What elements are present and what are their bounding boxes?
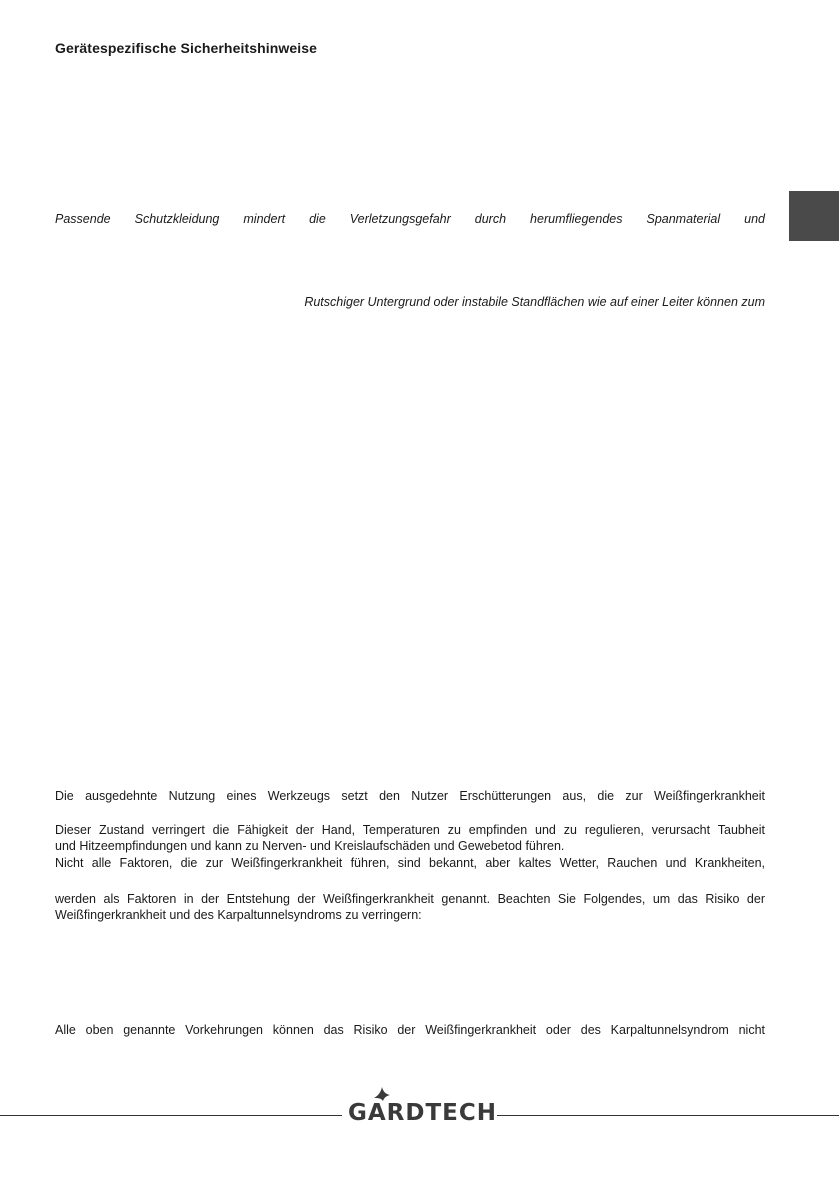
text-line-condition-2: und Hitzeempfindungen und kann zu Nerven- und Kreislaufschäden und Gewebetod führen. bbox=[55, 839, 565, 853]
text-line-protective-clothing: Passende Schutzkleidung mindert die Verletzungsgefahr durch herumfliegendes Spanmaterial und bbox=[55, 212, 765, 226]
footer-rule-right bbox=[497, 1115, 839, 1116]
text-line-factors-1: Nicht alle Faktoren, die zur Weißfingerkrankheit führen, sind bekannt, aber kaltes Wetter, Rauchen und Krankheiten, bbox=[55, 856, 765, 870]
text-line-factors-2: werden als Faktoren in der Entstehung der Weißfingerkrankheit genannt. Beachten Sie Folgendes, um das Risiko der bbox=[55, 892, 765, 906]
text-line-factors-3: Weißfingerkrankheit und des Karpaltunnelsyndroms zu verringern: bbox=[55, 908, 422, 922]
text-line-condition-1: Dieser Zustand verringert die Fähigkeit der Hand, Temperaturen zu empfinden und zu regulieren, verursacht Taubheit bbox=[55, 823, 765, 837]
page-heading: Gerätespezifische Sicherheitshinweise bbox=[55, 40, 318, 56]
footer-rule-left bbox=[0, 1115, 342, 1116]
text-line-vibration: Die ausgedehnte Nutzung eines Werkzeugs setzt den Nutzer Erschütterungen aus, die zur Weißfingerkrankheit bbox=[55, 789, 765, 803]
text-line-precautions: Alle oben genannte Vorkehrungen können das Risiko der Weißfingerkrankheit oder des Karpaltunnelsyndrom nicht bbox=[55, 1023, 765, 1037]
text-line-slippery-ground: Rutschiger Untergrund oder instabile Standflächen wie auf einer Leiter können zum bbox=[304, 295, 765, 309]
chapter-tab-marker bbox=[789, 191, 839, 241]
gardtech-logo bbox=[348, 1086, 498, 1130]
logo-wordmark: GARDTECH bbox=[348, 1100, 498, 1126]
